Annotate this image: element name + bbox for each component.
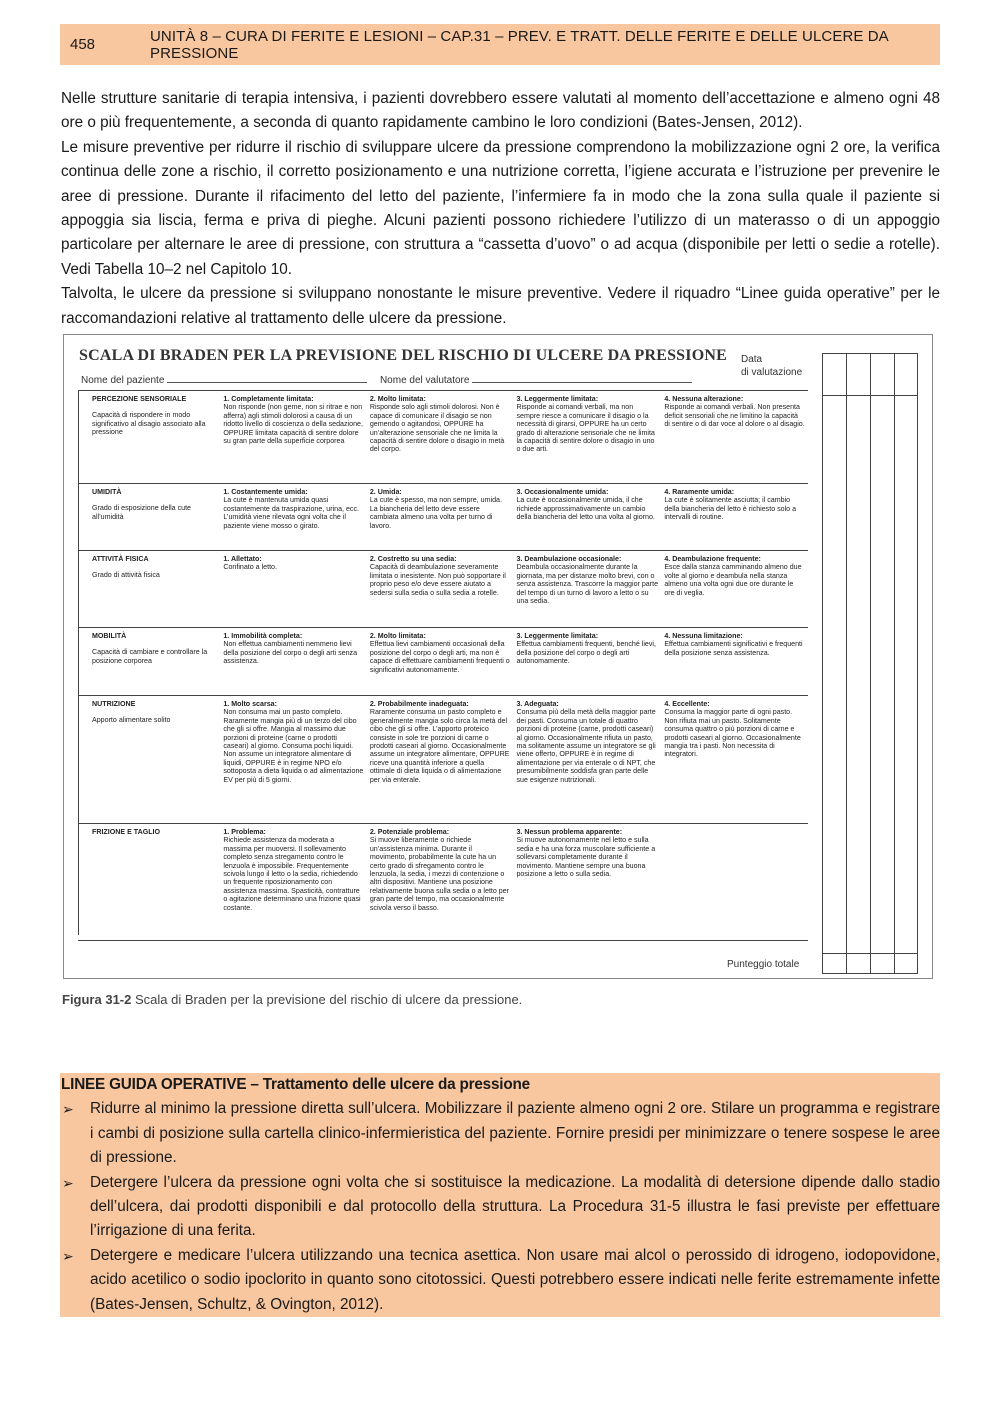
category-name: PERCEZIONE SENSORIALE — [92, 395, 187, 403]
option-text: Consuma più della metà della maggior parte dei pasti. Consuma un totale di quattro porzioni di proteine (carne, prodotti caseari) al giorno. Occasionalmente rifiuta un pasto, ma solitamente assume un integratore se gli viene offerto, OPPURE è in regime di alimentazione per via enterale o di NPT, che presumibilmente soddisfa gran parte delle sue esigenze nutrizionali. — [516, 708, 656, 784]
body-text — [61, 87, 940, 331]
option-text: Risponde ai comandi verbali. Non presenta deficit sensoriali che ne limitino la capacità di sentire o di dar voce al dolore o al disagio. — [664, 403, 805, 429]
score-grid-row — [822, 395, 918, 396]
option-cell — [367, 391, 514, 484]
guideline-item — [60, 1097, 940, 1170]
option-cell — [220, 824, 367, 941]
score-grid-column — [870, 353, 871, 973]
option-text: Risponde solo agli stimoli dolorosi. Non è capace di comunicare il disagio se non gemendo o agitandosi, OPPURE ha un’alterazione sensoriale che ne limita la capacità di sentire dolore o disagio in metà del corpo. — [369, 403, 505, 454]
option-cell — [220, 628, 367, 696]
option-label: 2. Potenziale problema: — [369, 828, 450, 836]
option-label: 3. Leggermente limitata: — [516, 395, 599, 403]
option-text: Confinato a letto. — [223, 563, 277, 572]
guidelines-list — [60, 1097, 940, 1317]
category-name: FRIZIONE E TAGLIO — [92, 828, 161, 836]
option-cell — [513, 484, 661, 551]
option-text: Effettua cambiamenti frequenti, benché lievi, della posizione del corpo o degli arti autonomamente. — [516, 640, 656, 666]
option-label: 2. Costretto su una sedia: — [369, 555, 457, 563]
score-grid-column — [894, 353, 895, 973]
date-label-line-2: di valutazione — [741, 367, 803, 378]
option-text: Risponde ai comandi verbali, ma non sempre riesce a comunicare il disagio o la necessità di girarsi, OPPURE ha un certo grado di alterazione sensoriale che ne limita la capacità di sentire dolore o disagio in uno o due arti. — [516, 403, 655, 454]
option-label: 1. Problema: — [223, 828, 266, 836]
option-cell — [661, 628, 808, 696]
braden-row — [78, 484, 808, 551]
option-cell — [513, 391, 661, 484]
option-text: La cute è occasionalmente umida, il che richiede approssimativamente un cambio della biancheria del letto una volta al giorno. — [516, 496, 655, 522]
score-grid-row — [822, 953, 918, 954]
braden-row — [78, 628, 808, 696]
page-header — [60, 24, 940, 65]
category-name: MOBILITÀ — [92, 632, 127, 640]
braden-scale-figure — [63, 334, 933, 979]
option-cell — [367, 824, 514, 941]
braden-row — [78, 551, 808, 628]
option-text: La cute è solitamente asciutta; il cambio della biancheria del letto è richiesto solo a intervalli di routine. — [664, 496, 797, 522]
option-cell — [513, 696, 661, 824]
option-label: 4. Nessuna limitazione: — [664, 632, 743, 640]
category-description: Capacità di cambiare e controllare la posizione corporea — [92, 648, 208, 665]
guidelines-box — [60, 1073, 940, 1317]
names-row — [81, 372, 702, 386]
option-text: Effettua cambiamenti significativi e frequenti della posizione senza assistenza. — [664, 640, 803, 657]
option-cell — [661, 824, 808, 941]
option-cell — [367, 628, 514, 696]
option-label: 3. Leggermente limitata: — [516, 632, 599, 640]
evaluator-name-label: Nome del valutatore — [379, 375, 470, 386]
option-label: 2. Probabilmente inadeguata: — [369, 700, 469, 708]
category-cell — [78, 824, 220, 941]
guideline-item — [60, 1171, 940, 1244]
score-grid-column — [822, 353, 823, 973]
option-cell — [367, 696, 514, 824]
option-label: 3. Nessun problema apparente: — [516, 828, 623, 836]
option-cell — [220, 484, 367, 551]
caption-label: Figura 31-2 — [62, 992, 132, 1007]
arrow-bullet-icon: ➢ — [62, 1247, 74, 1264]
option-text: Non effettua cambiamenti nemmeno lievi della posizione del corpo o degli arti senza assistenza. — [223, 640, 358, 666]
category-description: Capacità di rispondere in modo significativo al disagio associato alla pressione — [92, 411, 206, 437]
option-text: Effettua lievi cambiamenti occasionali della posizione del corpo o degli arti, ma non è capace di effettuare cambiamenti frequenti o significativi autonomamente. — [369, 640, 510, 674]
option-text: La cute è spesso, ma non sempre, umida. La biancheria del letto deve essere cambiata almeno una volta per turno di lavoro. — [369, 496, 502, 530]
category-description: Grado di attività fisica — [92, 571, 160, 580]
guideline-item — [60, 1244, 940, 1317]
option-cell — [513, 824, 661, 941]
option-cell — [513, 628, 661, 696]
option-cell — [661, 484, 808, 551]
option-label: 1. Allettato: — [223, 555, 262, 563]
option-cell — [661, 551, 808, 628]
option-label: 4. Deambulazione frequente: — [664, 555, 761, 563]
braden-table — [78, 390, 808, 941]
page-number: 458 — [70, 36, 96, 53]
option-cell — [661, 391, 808, 484]
option-text: Capacità di deambulazione severamente limitata o inesistente. Non può sopportare il proprio peso e/o deve essere aiutato a sedersi sulla sedia o sulla sedia a rotelle. — [369, 563, 506, 597]
braden-row — [78, 824, 808, 941]
option-label: 2. Umida: — [369, 488, 402, 496]
header-title: UNITÀ 8 – CURA DI FERITE E LESIONI – CAP.31 – PREV. E TRATT. DELLE FERITE E DELLE ULCERE DA PRESSIONE — [150, 27, 888, 62]
paragraph: Talvolta, le ulcere da pressione si sviluppano nonostante le misure preventive. Vedere il riquadro “Linee guida operative” per le raccomandazioni relative al trattamento delle ulcere da pressione. — [61, 285, 940, 327]
option-text: Non consuma mai un pasto completo. Raramente mangia più di un terzo del cibo che gli si offre. Mangia al massimo due porzioni di proteine (carne o prodotti caseari) al giorno. Consuma pochi liquidi. Non assume un integratore alimentare di liquidi, OPPURE è in regime NPO e/o sottoposta a dieta liquida o ad alimentazione EV per più di 5 giorni. — [223, 708, 364, 784]
option-label: 1. Immobilità completa: — [223, 632, 303, 640]
option-text: Si muove liberamente o richiede un’assistenza minima. Durante il movimento, probabilmente la cute ha un certo grado di sfregamento contro le lenzuola, la sedia, i mezzi di contenzione o altri dispositivi. Mantiene una posizione relativamente buona sulla sedia o a letto per gran parte del tempo, ma occasionalmente scivola verso il basso. — [369, 836, 510, 912]
category-cell — [78, 484, 220, 551]
option-cell — [220, 391, 367, 484]
option-text: Consuma la maggior parte di ogni pasto. Non rifiuta mai un pasto. Solitamente consuma quattro o più porzioni di carne e prodotti caseari al giorno. Occasionalmente mangia tra i pasti. Non necessita di integratori. — [664, 708, 801, 759]
paragraph: Nelle strutture sanitarie di terapia intensiva, i pazienti dovrebbero essere valutati al momento dell’accettazione e almeno ogni 48 ore o più frequentemente, a seconda di quanto rapidamente cambino le loro condizioni (Bates-Jensen, 2012). — [61, 90, 940, 132]
option-label: 4. Raramente umida: — [664, 488, 735, 496]
option-label: 1. Costantemente umida: — [223, 488, 308, 496]
category-description: Apporto alimentare solito — [92, 716, 171, 725]
option-text: Raramente consuma un pasto completo e generalmente mangia solo circa la metà del cibo che gli si offre. L’apporto proteico consiste in sole tre porzioni di carne o prodotti caseari al giorno. Occasionalmente assume un integratore alimentare, OPPURE riceve una quantità inferiore a quella ottimale di dieta liquida o di alimentazione per via enterale. — [369, 708, 510, 784]
category-cell — [78, 628, 220, 696]
option-label: 2. Molto limitata: — [369, 395, 426, 403]
braden-row — [78, 391, 808, 484]
guideline-text: Ridurre al minimo la pressione diretta sull’ulcera. Mobilizzare il paziente almeno ogni 2 ore. Stilare un programma e registrare i cambi di posizione sulla cartella clinico-infermieristica del paziente. Fornire presidi per minimizzare o tenere sospese le aree di pressione. — [90, 1100, 940, 1167]
arrow-bullet-icon: ➢ — [62, 1174, 74, 1191]
option-cell — [367, 551, 514, 628]
arrow-bullet-icon: ➢ — [62, 1101, 74, 1118]
option-text: Si muove autonomamente nel letto e sulla sedia e ha una forza muscolare sufficiente a sollevarsi completamente durante il movimento. Mantiene sempre una buona posizione a letto o sulla sedia. — [516, 836, 656, 879]
date-label — [741, 353, 802, 379]
guideline-text: Detergere e medicare l’ulcera utilizzando una tecnica asettica. Non usare mai alcol o perossido di idrogeno, iodopovidone, acido acetilico o sodio ipoclorito in quanto sono citotossici. Questi potrebbero essere indicati nelle ferite estremamente infette (Bates-Jensen, Schultz, & Ovington, 2012). — [90, 1246, 940, 1313]
figure-title: SCALA DI BRADEN PER LA PREVISIONE DEL RISCHIO DI ULCERE DA PRESSIONE — [79, 347, 727, 364]
option-cell — [513, 551, 661, 628]
option-label: 3. Deambulazione occasionale: — [516, 555, 622, 563]
option-text: Non risponde (non geme, non si ritrae e non afferra) agli stimoli dolorosi a causa di un ridotto livello di coscienza o della sedazione, OPPURE limitata capacità di sentire dolore su gran parte della superficie corporea — [223, 403, 363, 446]
option-label: 3. Adeguata: — [516, 700, 559, 708]
option-cell — [220, 696, 367, 824]
score-grid — [822, 353, 918, 973]
guideline-text: Detergere l’ulcera da pressione ogni volta che si sostituisce la medicazione. La modalità di detersione dipende dallo stadio dell’ulcera, dai prodotti disponibili e dal protocollo della struttura. La Procedura 31-5 illustra le fasi previste per effettuare l’irrigazione di una ferita. — [90, 1173, 940, 1240]
option-label: 4. Eccellente: — [664, 700, 710, 708]
caption-text: Scala di Braden per la previsione del rischio di ulcere da pressione. — [131, 992, 523, 1007]
paragraph: Le misure preventive per ridurre il rischio di sviluppare ulcere da pressione comprendono la mobilizzazione ogni 2 ore, la verifica continua delle zone a rischio, il corretto posizionamento e una nutrizione corretta, l’igiene accurata e l’istruzione per prevenire le aree di pressione. Durante il rifacimento del letto del paziente, l’infermiere fa in modo che la zona sulla quale il paziente si appoggia sia liscia, ferma e priva di pieghe. Alcuni pazienti possono richiedere l’utilizzo di un materasso o di un appoggio particolare per alternare le aree di pressione, con struttura a “cassetta d’uovo” o ad acqua (disponibile per letti o sedie a rotelle). Vedi Tabella 10–2 nel Capitolo 10. — [61, 138, 940, 278]
score-grid-column — [846, 353, 847, 973]
total-score-label: Punteggio totale — [727, 959, 800, 970]
patient-name-label: Nome del paziente — [81, 375, 165, 386]
evaluator-name-line — [472, 372, 692, 383]
option-label: 2. Molto limitata: — [369, 632, 426, 640]
option-text: Esce dalla stanza camminando almeno due volte al giorno e deambula nella stanza almeno una volta ogni due ore durante le ore di veglia. — [664, 563, 802, 597]
braden-row — [78, 696, 808, 824]
category-description: Grado di esposizione della cute all’umidità — [92, 504, 191, 521]
patient-name-line — [167, 372, 367, 383]
category-cell — [78, 391, 220, 484]
option-label: 1. Molto scarsa: — [223, 700, 277, 708]
option-cell — [220, 551, 367, 628]
option-text: Deambula occasionalmente durante la giornata, ma per distanze molto brevi, con o senza assistenza. Trascorre la maggior parte del tempo di un turno di lavoro a letto o su una sedia. — [516, 563, 659, 606]
option-text: La cute è mantenuta umida quasi costantemente da traspirazione, urina, ecc. L’umidità viene rilevata ogni volta che il paziente viene mosso o girato. — [223, 496, 359, 530]
option-label: 1. Completamente limitata: — [223, 395, 314, 403]
option-label: 4. Nessuna alterazione: — [664, 395, 744, 403]
guidelines-title: LINEE GUIDA OPERATIVE – Trattamento delle ulcere da pressione — [61, 1076, 530, 1093]
option-label: 3. Occasionalmente umida: — [516, 488, 609, 496]
date-label-line-1: Data — [741, 354, 763, 365]
category-name: NUTRIZIONE — [92, 700, 136, 708]
score-grid-row — [822, 353, 918, 354]
figure-caption — [62, 992, 522, 1007]
option-cell — [661, 696, 808, 824]
category-cell — [78, 696, 220, 824]
category-name: UMIDITÀ — [92, 488, 122, 496]
score-grid-column — [917, 353, 918, 973]
option-text: Richiede assistenza da moderata a massima per muoversi. Il sollevamento completo senza stregamento contro le lenzuola è impossibile. Frequentemente scivola lungo il letto o la sedia, richiedendo un frequente riposizionamento con assistenza massima. Spasticità, contratture o agitazione determinano una frizione quasi costante. — [223, 836, 361, 912]
category-name: ATTIVITÀ FISICA — [92, 555, 149, 563]
score-grid-row — [822, 973, 918, 974]
category-cell — [78, 551, 220, 628]
option-cell — [367, 484, 514, 551]
